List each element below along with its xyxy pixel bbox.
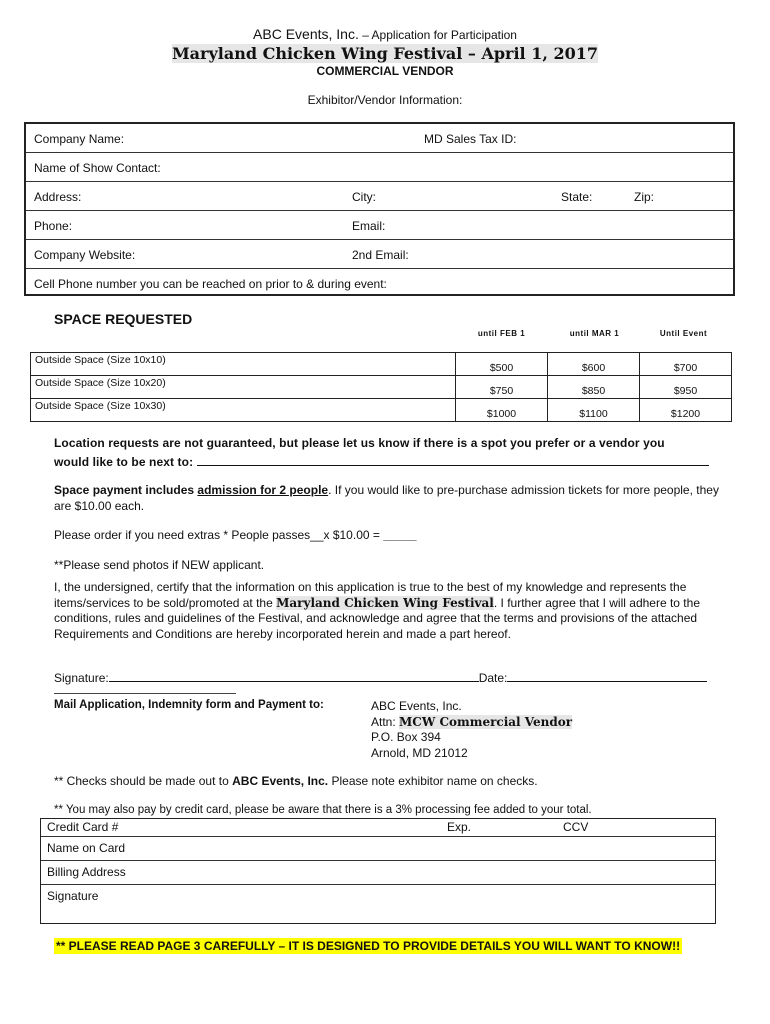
billing-address-label: Billing Address	[47, 865, 126, 879]
column-header-mar: until MAR 1	[569, 329, 620, 338]
space-size-label: Outside Space (Size 10x30)	[31, 399, 456, 422]
location-input-line[interactable]	[197, 454, 709, 466]
exp-label: Exp.	[447, 820, 472, 834]
space-size-label: Outside Space (Size 10x20)	[31, 376, 456, 399]
table-row[interactable]	[31, 399, 732, 422]
signature-line	[54, 670, 707, 685]
ccv-label: CCV	[563, 820, 589, 834]
credit-note: ** You may also pay by credit card, please be aware that there is a 3% processing fee added to your total.	[54, 804, 592, 816]
checks-note	[54, 774, 724, 790]
date-label: Date:	[478, 671, 508, 685]
email2-label: 2nd Email:	[352, 248, 409, 262]
price-cell: $600	[548, 353, 640, 376]
column-header-feb: until FEB 1	[477, 329, 526, 338]
payment-note	[54, 483, 724, 514]
vendor-type: COMMERCIAL VENDOR	[316, 64, 454, 78]
price-cell: $700	[640, 353, 732, 376]
row-show-contact[interactable]	[26, 153, 733, 182]
certify-part1: I, the undersigned, certify that the information on this application is true to the best of my knowledge and represents the items/services to be sold/promoted at the	[54, 580, 687, 610]
mail-attn-value: MCW Commercial Vendor	[399, 714, 573, 729]
sales-tax-id-label: MD Sales Tax ID:	[424, 132, 517, 146]
mail-attn: Attn:	[371, 714, 400, 729]
page-3-warning: ** PLEASE READ PAGE 3 CAREFULLY – IT IS DESIGNED TO PROVIDE DETAILS YOU WILL WANT TO KNOW!!	[56, 939, 681, 953]
show-contact-label: Name of Show Contact:	[34, 161, 161, 175]
row-company[interactable]	[26, 124, 733, 153]
table-row[interactable]	[31, 353, 732, 376]
payment-lead: Space payment includes	[54, 483, 198, 497]
row-billing-address[interactable]	[41, 861, 715, 885]
section-label: Exhibitor/Vendor Information:	[307, 93, 463, 107]
form-subtitle: – Application for Participation	[362, 28, 517, 42]
price-cell: $850	[548, 376, 640, 399]
price-cell: $950	[640, 376, 732, 399]
address-label: Address:	[34, 190, 82, 204]
checks-payee: ABC Events, Inc.	[232, 774, 329, 788]
space-size-label: Outside Space (Size 10x10)	[31, 353, 456, 376]
order-line	[54, 528, 724, 544]
row-card-number[interactable]	[41, 819, 715, 837]
payment-rest: . If you would like to pre-purchase admission tickets for more people, they are $10.00 each.	[54, 483, 719, 513]
cc-signature-label: Signature	[47, 889, 99, 903]
price-cell: $1200	[640, 399, 732, 422]
website-label: Company Website:	[34, 248, 136, 262]
photos-note: **Please send photos if NEW applicant.	[54, 558, 265, 572]
row-cc-signature[interactable]	[41, 885, 715, 923]
email-label: Email:	[352, 219, 386, 233]
certify-festival: Maryland Chicken Wing Festival	[276, 595, 494, 610]
mail-name: ABC Events, Inc.	[371, 699, 462, 713]
vendor-info-form	[24, 122, 735, 296]
location-prompt: would like to be next to:	[54, 454, 194, 469]
festival-title-line	[0, 44, 770, 63]
location-line-2	[54, 454, 724, 471]
credit-card-form	[40, 818, 716, 924]
company-name-label: Company Name:	[34, 132, 125, 146]
space-table	[30, 352, 732, 422]
row-address[interactable]	[26, 182, 733, 211]
price-cell: $1100	[548, 399, 640, 422]
mail-label: Mail Application, Indemnity form and Payment to:	[54, 699, 324, 711]
state-label: State:	[561, 190, 593, 204]
date-input-line[interactable]	[507, 670, 707, 682]
table-row[interactable]	[31, 376, 732, 399]
card-number-label: Credit Card #	[47, 820, 119, 834]
space-title: SPACE REQUESTED	[54, 311, 193, 327]
name-on-card-label: Name on Card	[47, 841, 126, 855]
mail-box: P.O. Box 394	[371, 730, 441, 744]
mail-address	[371, 699, 572, 761]
certification-paragraph	[54, 580, 722, 642]
checks-prefix: ** Checks should be made out to	[54, 774, 233, 788]
zip-label: Zip:	[634, 190, 655, 204]
location-note	[54, 436, 724, 470]
row-phone[interactable]	[26, 211, 733, 240]
city-label: City:	[352, 190, 376, 204]
cell-phone-label: Cell Phone number you can be reached on prior to & during event:	[34, 277, 387, 291]
festival-title: Maryland Chicken Wing Festival – April 1, 2017	[171, 44, 599, 63]
certify-part2: . I further agree that I will adhere to the conditions, rules and guidelines of the Festival, and acknowledge and agree that the terms and provisions of the attached Requirements and Conditions are hereby incorporated herein and made a part hereof.	[54, 595, 700, 641]
column-header-event: Until Event	[659, 329, 708, 338]
row-cell-phone[interactable]	[26, 269, 733, 296]
order-text: Please order if you need extras * People passes__x $10.00 =	[54, 528, 384, 542]
divider	[54, 693, 236, 694]
mail-city: Arnold, MD 21012	[371, 745, 468, 760]
location-line-1: Location requests are not guaranteed, but please let us know if there is a spot you prefer or a vendor you	[54, 436, 665, 450]
signature-input-line[interactable]	[109, 670, 479, 682]
company-name: ABC Events, Inc.	[253, 26, 359, 42]
header-line	[0, 26, 770, 42]
signature-label: Signature:	[54, 671, 109, 685]
row-website[interactable]	[26, 240, 733, 269]
row-name-on-card[interactable]	[41, 837, 715, 861]
checks-suffix: Please note exhibitor name on checks.	[328, 774, 538, 788]
phone-label: Phone:	[34, 219, 73, 233]
price-cell: $1000	[456, 399, 548, 422]
price-cell: $750	[456, 376, 548, 399]
order-blank[interactable]: _____	[383, 528, 417, 542]
price-cell: $500	[456, 353, 548, 376]
admission-text: admission for 2 people	[197, 483, 329, 497]
mail-attn-line	[371, 715, 572, 731]
